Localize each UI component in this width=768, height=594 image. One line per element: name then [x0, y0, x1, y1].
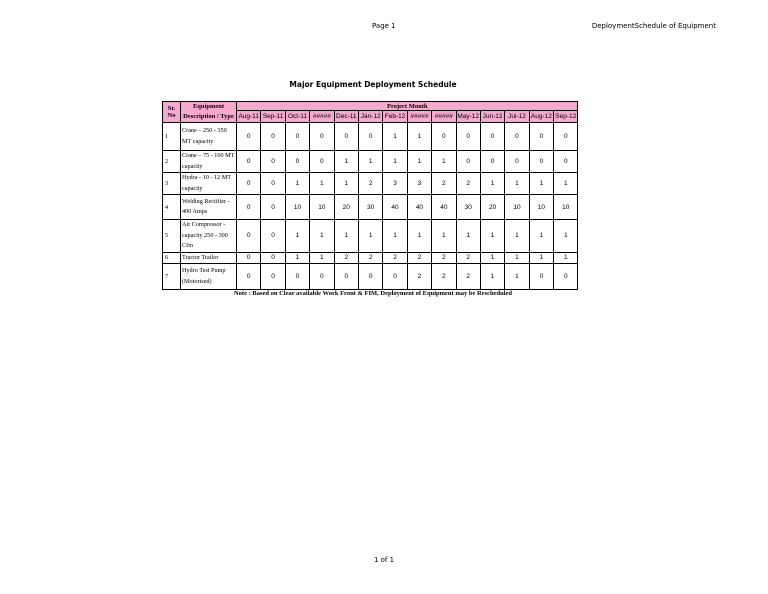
month-header: Aug-11 [237, 111, 261, 123]
quantity-cell: 0 [554, 123, 578, 151]
quantity-cell: 20 [480, 195, 504, 220]
quantity-cell: 0 [432, 123, 456, 151]
month-header: ##### [310, 111, 334, 123]
table-row [163, 264, 578, 290]
quantity-cell: 0 [383, 264, 407, 290]
quantity-cell: 10 [554, 195, 578, 220]
description-header: Equipment Description / Type [181, 102, 237, 123]
schedule-title: Major Equipment Deployment Schedule [289, 80, 457, 89]
month-header: Feb-12 [383, 111, 407, 123]
deployment-table [162, 101, 578, 290]
quantity-cell: 1 [554, 173, 578, 195]
month-header: Dec-11 [334, 111, 358, 123]
table-row [163, 220, 578, 253]
sr-no-header: Sr. No [163, 102, 181, 123]
quantity-cell: 2 [456, 252, 480, 264]
sr-no-cell: 5 [163, 220, 181, 253]
quantity-cell: 0 [261, 195, 285, 220]
quantity-cell: 0 [456, 123, 480, 151]
quantity-cell: 1 [285, 252, 309, 264]
quantity-cell: 1 [285, 173, 309, 195]
equipment-description-cell: Air Compressor - capacity 250 - 300 Cfm [181, 220, 237, 253]
quantity-cell: 0 [237, 151, 261, 173]
sr-no-cell: 2 [163, 151, 181, 173]
quantity-cell: 0 [237, 264, 261, 290]
sr-no-cell: 3 [163, 173, 181, 195]
quantity-cell: 0 [554, 264, 578, 290]
quantity-cell: 0 [310, 123, 334, 151]
quantity-cell: 0 [285, 151, 309, 173]
quantity-cell: 0 [529, 123, 553, 151]
schedule-note: Note : Based on Clear available Work Front & FIM, Deployment of Equipment may be Rescheduled [233, 290, 513, 297]
quantity-cell: 0 [261, 220, 285, 253]
project-month-header: Project Month [237, 102, 578, 111]
month-header: Jun-12 [480, 111, 504, 123]
quantity-cell: 2 [456, 173, 480, 195]
quantity-cell: 0 [505, 123, 529, 151]
quantity-cell: 1 [456, 220, 480, 253]
month-header: Sep-11 [261, 111, 285, 123]
quantity-cell: 1 [383, 220, 407, 253]
sr-no-cell: 7 [163, 264, 181, 290]
quantity-cell: 40 [432, 195, 456, 220]
quantity-cell: 1 [505, 264, 529, 290]
quantity-cell: 1 [432, 151, 456, 173]
quantity-cell: 0 [358, 123, 382, 151]
quantity-cell: 2 [334, 252, 358, 264]
quantity-cell: 1 [407, 220, 431, 253]
sr-no-cell: 1 [163, 123, 181, 151]
quantity-cell: 0 [334, 123, 358, 151]
quantity-cell: 0 [529, 151, 553, 173]
quantity-cell: 1 [383, 123, 407, 151]
quantity-cell: 0 [237, 123, 261, 151]
quantity-cell: 2 [432, 252, 456, 264]
sr-no-cell: 6 [163, 252, 181, 264]
quantity-cell: 0 [237, 195, 261, 220]
quantity-cell: 1 [310, 173, 334, 195]
page-label: Page 1 [372, 22, 396, 30]
quantity-cell: 0 [261, 173, 285, 195]
quantity-cell: 2 [358, 252, 382, 264]
month-header: ##### [432, 111, 456, 123]
quantity-cell: 1 [529, 252, 553, 264]
quantity-cell: 1 [407, 151, 431, 173]
quantity-cell: 0 [285, 123, 309, 151]
quantity-cell: 0 [480, 123, 504, 151]
quantity-cell: 2 [432, 264, 456, 290]
quantity-cell: 0 [334, 264, 358, 290]
sr-no-cell: 4 [163, 195, 181, 220]
quantity-cell: 1 [480, 252, 504, 264]
quantity-cell: 1 [480, 220, 504, 253]
quantity-cell: 30 [358, 195, 382, 220]
quantity-cell: 1 [334, 151, 358, 173]
quantity-cell: 0 [358, 264, 382, 290]
quantity-cell: 0 [554, 151, 578, 173]
quantity-cell: 0 [285, 264, 309, 290]
quantity-cell: 1 [358, 151, 382, 173]
quantity-cell: 1 [480, 173, 504, 195]
quantity-cell: 0 [261, 151, 285, 173]
month-header: ##### [407, 111, 431, 123]
quantity-cell: 0 [529, 264, 553, 290]
equipment-description-cell: Crane – 250 - 350 MT capacity [181, 123, 237, 151]
quantity-cell: 1 [310, 220, 334, 253]
quantity-cell: 1 [480, 264, 504, 290]
page-footer: 1 of 1 [373, 556, 395, 564]
quantity-cell: 1 [285, 220, 309, 253]
month-header: Sep-12 [554, 111, 578, 123]
quantity-cell: 1 [432, 220, 456, 253]
quantity-cell: 3 [407, 173, 431, 195]
table-row [163, 123, 578, 151]
table-row [163, 151, 578, 173]
quantity-cell: 1 [529, 173, 553, 195]
quantity-cell: 1 [529, 220, 553, 253]
quantity-cell: 1 [554, 252, 578, 264]
equipment-description-cell: Tractor Trailor [181, 252, 237, 264]
table-row [163, 195, 578, 220]
quantity-cell: 1 [310, 252, 334, 264]
quantity-cell: 1 [407, 123, 431, 151]
quantity-cell: 1 [334, 173, 358, 195]
equipment-description-cell: Hydro Test Pump (Motorised) [181, 264, 237, 290]
quantity-cell: 0 [310, 151, 334, 173]
quantity-cell: 0 [456, 151, 480, 173]
quantity-cell: 1 [505, 220, 529, 253]
quantity-cell: 3 [383, 173, 407, 195]
month-header: Jul-12 [505, 111, 529, 123]
quantity-cell: 10 [529, 195, 553, 220]
quantity-cell: 0 [310, 264, 334, 290]
quantity-cell: 2 [432, 173, 456, 195]
quantity-cell: 0 [237, 252, 261, 264]
table-row [163, 252, 578, 264]
quantity-cell: 10 [505, 195, 529, 220]
quantity-cell: 2 [407, 264, 431, 290]
quantity-cell: 40 [407, 195, 431, 220]
quantity-cell: 2 [456, 264, 480, 290]
quantity-cell: 1 [334, 220, 358, 253]
quantity-cell: 2 [358, 173, 382, 195]
document-title-header: DeploymentSchedule of Equipment [591, 22, 716, 30]
equipment-description-cell: Welding Rectifier - 400 Amps [181, 195, 237, 220]
quantity-cell: 1 [383, 151, 407, 173]
quantity-cell: 0 [261, 123, 285, 151]
quantity-cell: 10 [285, 195, 309, 220]
quantity-cell: 0 [261, 264, 285, 290]
table-row [163, 173, 578, 195]
quantity-cell: 1 [554, 220, 578, 253]
quantity-cell: 1 [505, 173, 529, 195]
month-header: Jan-12 [358, 111, 382, 123]
quantity-cell: 10 [310, 195, 334, 220]
quantity-cell: 1 [505, 252, 529, 264]
equipment-description-cell: Crane – 75 - 100 MT capacity [181, 151, 237, 173]
quantity-cell: 0 [261, 252, 285, 264]
quantity-cell: 20 [334, 195, 358, 220]
quantity-cell: 0 [505, 151, 529, 173]
equipment-description-cell: Hydra - 10 - 12 MT capacity [181, 173, 237, 195]
quantity-cell: 0 [237, 173, 261, 195]
month-header: Oct-11 [285, 111, 309, 123]
quantity-cell: 30 [456, 195, 480, 220]
month-header: May-12 [456, 111, 480, 123]
quantity-cell: 40 [383, 195, 407, 220]
quantity-cell: 1 [358, 220, 382, 253]
quantity-cell: 2 [407, 252, 431, 264]
quantity-cell: 0 [237, 220, 261, 253]
quantity-cell: 0 [480, 151, 504, 173]
month-header: Aug-12 [529, 111, 553, 123]
quantity-cell: 2 [383, 252, 407, 264]
